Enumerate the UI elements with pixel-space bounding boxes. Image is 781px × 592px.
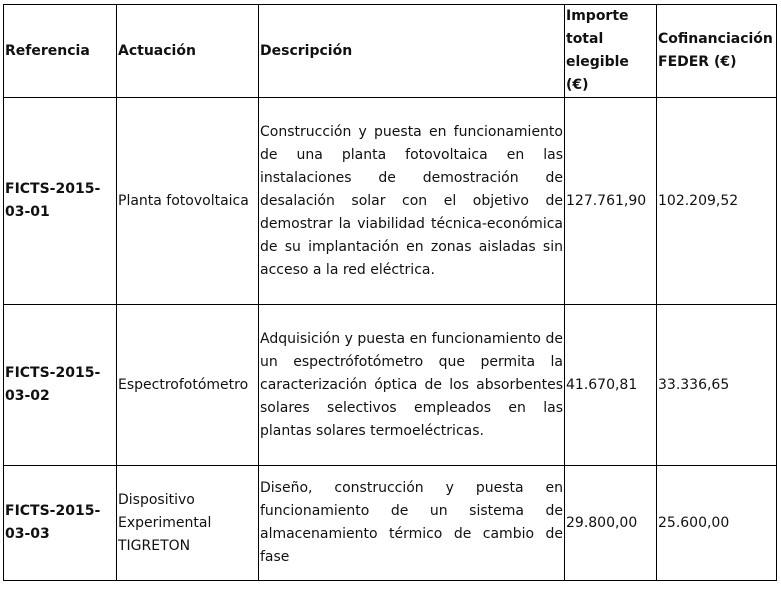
cell-referencia: FICTS-2015-03-02: [4, 305, 117, 466]
header-feder: Cofinanciación FEDER (€): [657, 5, 777, 98]
cell-feder: 33.336,65: [657, 305, 777, 466]
cell-feder: 25.600,00: [657, 466, 777, 581]
funding-table: [3, 4, 777, 581]
cell-descripcion: Diseño, construcción y puesta en funcionamiento de un sistema de almacenamiento térmico de cambio de fase: [259, 466, 565, 581]
header-actuacion: Actuación: [117, 5, 259, 98]
header-descripcion: Descripción: [259, 5, 565, 98]
cell-feder: 102.209,52: [657, 98, 777, 305]
cell-descripcion: Construcción y puesta en funcionamiento de una planta fotovoltaica en las instalaciones de demostración de desalación solar con el objetivo de demostrar la viabilidad técnica-económica de su implantación en zonas aisladas sin acceso a la red eléctrica.: [259, 98, 565, 305]
table-row: [4, 466, 777, 581]
cell-importe: 29.800,00: [565, 466, 657, 581]
cell-actuacion: Dispositivo Experimental TIGRETON: [117, 466, 259, 581]
table-row: [4, 305, 777, 466]
cell-actuacion: Planta fotovoltaica: [117, 98, 259, 305]
table-row: [4, 98, 777, 305]
header-referencia: Referencia: [4, 5, 117, 98]
header-row: [4, 5, 777, 98]
cell-importe: 41.670,81: [565, 305, 657, 466]
header-importe: Importe total elegible (€): [565, 5, 657, 98]
cell-actuacion: Espectrofotómetro: [117, 305, 259, 466]
cell-referencia: FICTS-2015-03-01: [4, 98, 117, 305]
cell-importe: 127.761,90: [565, 98, 657, 305]
cell-referencia: FICTS-2015-03-03: [4, 466, 117, 581]
cell-descripcion: Adquisición y puesta en funcionamiento de un espectrófotómetro que permita la caracterización óptica de los absorbentes solares selectivos empleados en las plantas solares termoeléctricas.: [259, 305, 565, 466]
